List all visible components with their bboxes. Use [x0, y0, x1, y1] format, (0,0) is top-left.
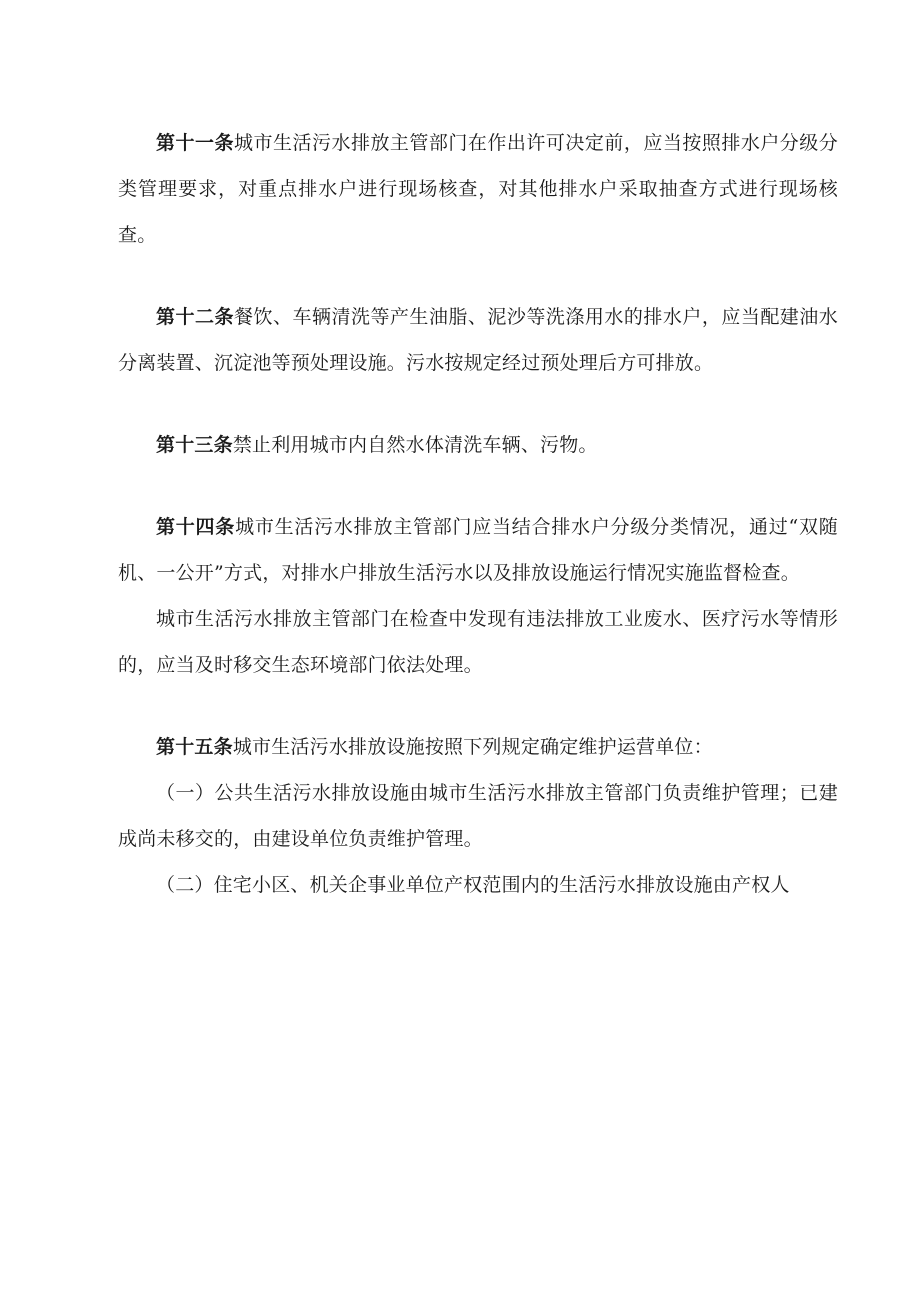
article-15-item-1: （一）公共生活污水排放设施由城市生活污水排放主管部门负责维护管理；已建成尚未移交的，由建设单位负责维护管理。	[118, 782, 838, 850]
article-13-paragraph-1	[118, 422, 838, 468]
article-15-text-1: 城市生活污水排放设施按照下列规定确定维护运营单位：	[232, 736, 713, 758]
article-15	[118, 724, 838, 908]
article-12-label: 第十二条	[156, 306, 234, 328]
article-14-paragraph-1	[118, 504, 838, 596]
article-13	[118, 422, 838, 468]
article-11-paragraph-1	[118, 120, 838, 258]
article-14-label: 第十四条	[156, 516, 236, 538]
article-11-text-1: 城市生活污水排放主管部门在作出许可决定前，应当按照排水户分级分类管理要求，对重点排水户进行现场核查，对其他排水户采取抽查方式进行现场核查。	[118, 132, 838, 246]
article-15-label: 第十五条	[156, 736, 233, 758]
article-11-label: 第十一条	[156, 132, 234, 154]
article-11	[118, 120, 838, 258]
article-13-label: 第十三条	[156, 434, 233, 456]
article-15-item-2: （二）住宅小区、机关企事业单位产权范围内的生活污水排放设施由产权人	[156, 874, 790, 896]
spacer	[118, 386, 838, 422]
article-14-paragraph-2: 城市生活污水排放主管部门在检查中发现有违法排放工业废水、医疗污水等情形的，应当及时移交生态环境部门依法处理。	[118, 608, 838, 676]
spacer	[118, 258, 838, 294]
article-15-paragraph-1	[118, 724, 838, 770]
spacer	[118, 468, 838, 504]
article-14	[118, 504, 838, 688]
spacer	[118, 688, 838, 724]
article-12-text-1: 餐饮、车辆清洗等产生油脂、泥沙等洗涤用水的排水户，应当配建油水分离装置、沉淀池等预处理设施。污水按规定经过预处理后方可排放。	[118, 306, 838, 374]
article-12-paragraph-1	[118, 294, 838, 386]
article-14-text-1: 城市生活污水排放主管部门应当结合排水户分级分类情况，通过“双随机、一公开”方式，对排水户排放生活污水以及排放设施运行情况实施监督检查。	[118, 516, 838, 584]
article-13-text-1: 禁止利用城市内自然水体清洗车辆、污物。	[232, 434, 598, 456]
article-12	[118, 294, 838, 386]
